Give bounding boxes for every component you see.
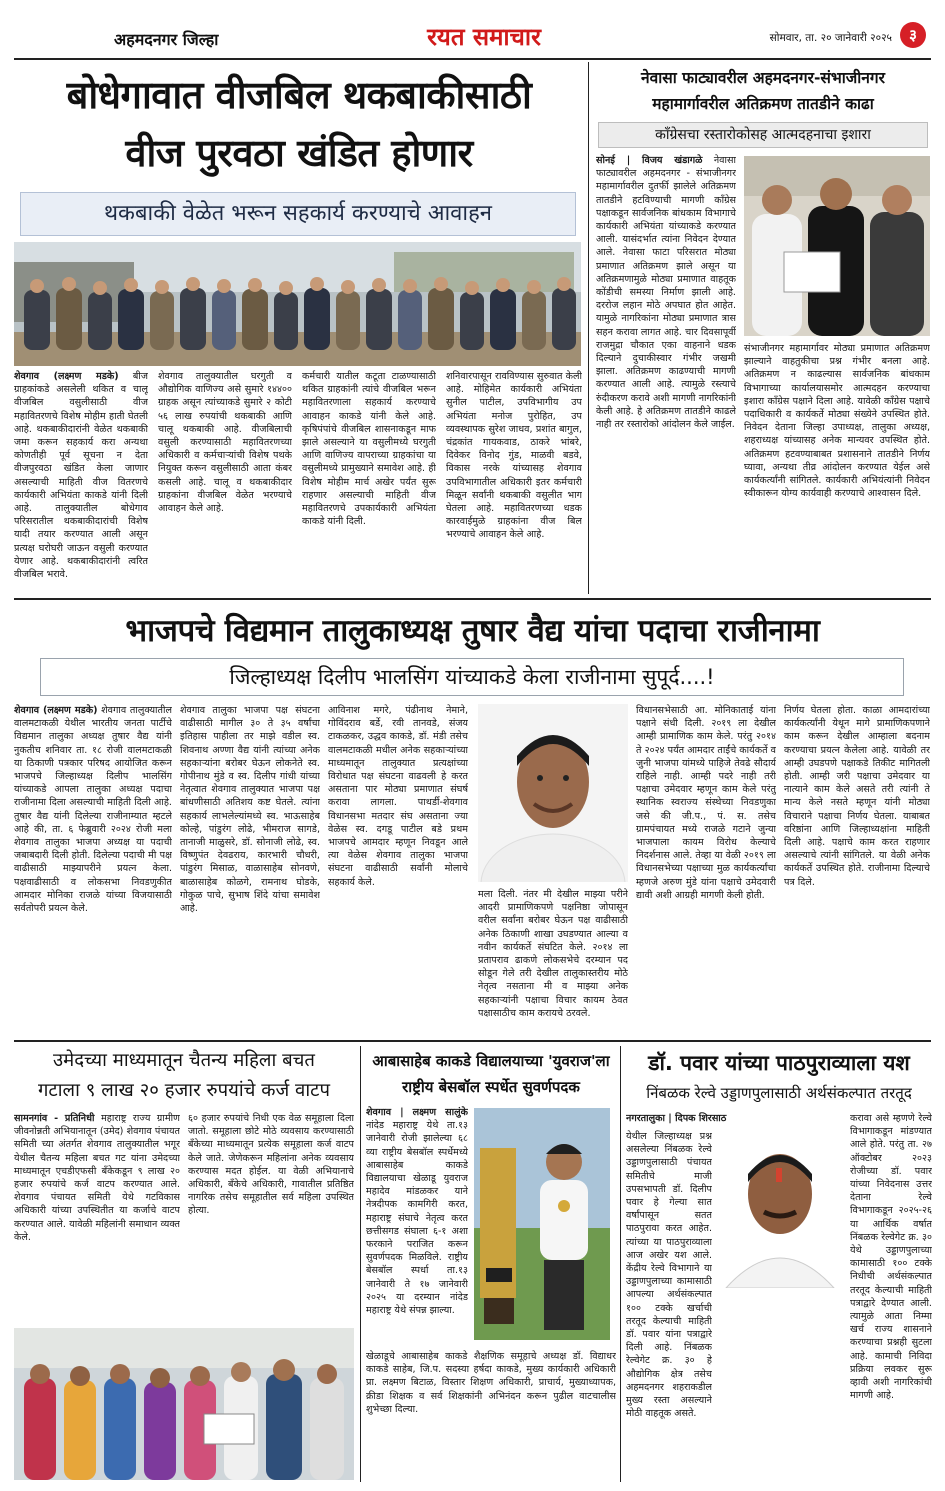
story2-column-2: संभाजीनगर महामार्गावर मोठ्या प्रमाणात अतिक्रमण झाल्याने वाहतुकीचा प्रश्न गंभीर बनला आहे. अतिक्रमण न काढल्यास सार्वजनिक बांधकाम विभागाच्या कार्यालयासमोर आत्मदहन करण्याचा इशारा कॉंग्रेस पक्षाने दिला आहे. यावेळी कॉंग्रेस पक्षाचे पदाधिकारी व कार्यकर्ते मोठ्या संख्येने उपस्थित होते. निवेदन देताना जिल्हा उपाध्यक्ष, तालुका अध्यक्ष, शहराध्यक्ष यांच्यासह अनेक मान्यवर उपस्थित होते. अतिक्रमण हटवण्याबाबत प्रशासनाने तातडीने निर्णय घ्यावा, अन्यथा तीव्र आंदोलन करण्यात येईल असे कार्यकर्त्यांनी सांगितले. कार्यकारी अभियंत्यांनी निवेदन स्वीकारून योग्य कार्यवाही करण्याचे आश्वासन दिले. — [744, 343, 930, 500]
story2-subhead — [598, 122, 928, 148]
story4-column-1 — [14, 1112, 180, 1322]
story6-column-2: करावा असे म्हणणे रेल्वे विभागाकडून मांडण्यात आले होते. परंतु ता. २७ ऑक्टोबर २०२३ रोजीच्या डॉ. पवार यांच्या निवेदनास उत्तर देताना रेल्वे विभागाकडून २०२५-२६ या आर्थिक वर्षात निंबळक रेल्वेगेट क्र. ३० येथे उड्डाणपुलाच्या कामासाठी १०० टक्के निधीची अर्थसंकल्पात तरतूद केल्याची माहिती पत्राद्वारे देण्यात आली. त्यामुळे आता निम्मा खर्च राज्य शासनाने करण्याचा प्रश्नही सुटला आहे. कामाची निविदा प्रक्रिया लवकर सुरू व्हावी अशी नागरिकांची मागणी आहे. — [850, 1113, 932, 1402]
story5-headline-2: राष्ट्रीय बेसबॉल स्पर्धेत सुवर्णपदक — [402, 1078, 580, 1096]
story1-column-4: शनिवारपासून रावविण्यास सुरुवात केली आहे. मोहिमेत कार्यकारी अभियंता सुनील पाटील, उपविभागीय उप अभियंता मनोज पुरोहित, उप व्यवस्थापक सुरेश जाधव, प्रशांत बागुल, चंद्रकांत गायकवाड, ठाकरे भांबरे, दिवेकर विनोद गुंड, माळवी बडवे, विकास नरके यांच्यासह शेवगाव उपविभागातील अधिकारी इतर कर्मचारी मिळून सर्वांनी थकबाकी वसुलीत भाग घेतला आहे. महावितरणच्या धडक कारवाईमुळे ग्राहकांना वीज बिल भरण्याचे आवाहन केले आहे. — [446, 371, 582, 541]
story1-headline-1: बोधेगावात वीजबिल थकबाकीसाठी — [66, 73, 532, 117]
self-help-group-loan-photo — [14, 1328, 354, 1480]
story6-byline: नगरतालुका | दिपक शिरसाठ — [626, 1113, 727, 1124]
story1-subhead-text: थकबाकी वेळेत भरून सहकार्य करण्याचे आवाहन — [103, 201, 493, 226]
story5-column-1 — [366, 1106, 468, 1346]
story4-headline-2: गटाला ९ लाख २० हजार रुपयांचे कर्ज वाटप — [38, 1080, 330, 1101]
story1-byline: शेवगाव (लक्ष्मण मडके) — [14, 371, 119, 382]
masthead-rule — [14, 58, 931, 60]
story3-column-1 — [14, 704, 172, 1034]
masthead-logo: रयत समाचार — [427, 22, 541, 51]
story4-col1-text: महाराष्ट्र राज्य ग्रामीण जीवनोन्नती अभियानातून (उमेद) शेवगाव पंचायत समिती च्या अंतर्गत शेवगाव तालुक्यातील भगूर येथील चैतन्य महिला बचत गट यांना उमेदच्या माध्यमातून एचडीएफसी बँकेकडून ९ लाख २० हजार रुपयांचे कर्ज वाटप करण्यात आले. शेवगाव पंचायत समिती येथे गटविकास अधिकारी यांच्या उपस्थितीत या कर्जाचे वाटप करण्यात आले. यावेळी महिलांनी समाधान व्यक्त केले. — [14, 1113, 180, 1243]
tushar-vaidya-portrait — [478, 704, 628, 882]
story6-column-1: येथील जिल्हाध्यक्ष प्रश्न असलेल्या निंबळक रेल्वे उड्डाणपुलासाठी पंचायत समितीचे माजी उपसभापती डॉ. दिलीप पवार हे गेल्या सात वर्षांपासून सतत पाठपुरावा करत आहेत. त्यांच्या या पाठपुराव्याला आज अखेर यश आले. केंद्रीय रेल्वे विभागाने या उड्डाणपुलाच्या कामासाठी आपल्या अर्थसंकल्पात १०० टक्के खर्चाची तरतूद केल्याची माहिती डॉ. पवार यांना पत्राद्वारे दिली आहे. निंबळक रेल्वेगेट क्र. ३० हे औद्योगिक क्षेत्र तसेच अहमदनगर शहराकडील मुख्य रस्ता असल्याने मोठी वाहतूक असते. — [626, 1131, 712, 1420]
story5-byline: शेवगाव | लक्ष्मण सालुंके — [366, 1107, 468, 1118]
vertical-divider-top — [588, 62, 589, 594]
story1-col1-text: बीज ग्राहकांकडे असलेली थकित व चालू वीजबिल वसुलीसाठी वीज महावितरणचे विशेष मोहीम हाती घेतली आहे. थकबाकीदारांनी वेळेत थकबाकी जमा करून सहकार्य करा अन्यथा कोणतीही पूर्व सूचना न देता वीजपुरवठा खंडित केला जाणार असल्याची माहिती वीज वितरणचे कार्यकारी अभियंता काकडे यांनी दिली आहे. तालुक्यातील बोधेगाव परिसरातील थकबाकीदारांची विशेष यादी तयार करण्यात आली असून प्रत्यक्ष घरोघरी जाऊन वसुली करण्यात येणार आहे. थकबाकीदारांनी त्वरित वीजबिल भरावे. — [14, 371, 148, 581]
story2-col1-text: नेवासा फाट्यावरील अहमदनगर - संभाजीनगर महामार्गावरील दुतर्फी झालेले अतिक्रमण तातडीने हटविण्याची मागणी काँग्रेस पक्षाकडून सार्वजनिक बांधकाम विभागाचे कार्यकारी अभियंता यांच्याकडे करण्यात आली. यासंदर्भात त्यांना निवेदन देण्यात आले. नेवासा फाटा परिसरात मोठ्या प्रमाणात अतिक्रमण झाले असून या अतिक्रमणामुळे मोठ्या प्रमाणात वाहतूक कोंडीची समस्या निर्माण झाली आहे. दररोज लहान मोठे अपघात होत आहेत. यामुळे नागरिकांना मोठ्या प्रमाणात त्रास सहन करावा लागत आहे. चार दिवसापूर्वी राजमुद्रा चौकात एका वाहनाने धडक दिल्याने दुचाकीस्वार गंभीर जखमी झाला. अतिक्रमण काढण्याची मागणी करण्यात आली आहे. त्यामुळे रस्त्याचे रुंदीकरण करावे अशी मागणी नागरिकांनी केली आहे. हे अतिक्रमण तातडीने काढले नाही तर रस्तारोको आंदोलन केले जाईल. — [596, 155, 736, 431]
story1-headline-2: वीज पुरवठा खंडित होणार — [125, 131, 473, 175]
yuvraj-trophy-photo — [474, 1108, 610, 1340]
story1-column-2: शेवगाव तालुक्यातील घरगुती व औद्योगिक वाणिज्य असे सुमारे १४४०० ग्राहक असून त्यांच्याकडे सुमारे २ कोटी ५६ लाख रुपयांची थकबाकी आणि चालू थकबाकी आहे. वीजबिलाची वसुली करण्यासाठी महावितरणच्या अधिकारी व कर्मचाऱ्यांची विशेष पथके नियुक्त करून वसुलीसाठी आता कंबर कसली आहे. चालू व थकबाकीदार ग्राहकांना वीजबिल वेळेत भरण्याचे आवाहन केले आहे. — [158, 371, 292, 515]
story3-col1-text: शेवगाव तालुक्यातील वालमटाकळी येथील भारतीय जनता पार्टीचे विद्यमान तालुका अध्यक्ष तुषार वैद्य यांनी नुकतीच शनिवार ता. १८ रोजी वालमटाकळी या ठिकाणी पत्रकार परिषद आयोजित करून भाजपचे जिल्हाध्यक्ष दिलीप भालसिंग यांच्याकडे आपला तालुका अध्यक्ष पदाचा राजीनामा दिला असल्याची माहिती दिली आहे. तुषार वैद्य यांनी दिलेल्या राजीनाम्यात म्हटले आहे की, ता. ६ फेब्रुवारी २०२४ रोजी मला शेवगाव तालुका भाजपा अध्यक्ष या पदाची जबाबदारी दिली होती. दिलेल्या पदाची मी पक्ष वाढीसाठी माझ्यापरीने प्रयत्न केला. पक्षवाढीसाठी व लोकसभा निवडणुकीत आमदार मोनिका राजळे यांच्या विजयासाठी सर्वतोपरी प्रयत्न केले. — [14, 705, 172, 915]
story3-column-3: आविनाश मगरे, पंढीनाथ नेमाने, गोविंदराव बर्डे, रवी तानवडे, संजय टाकळकर, उद्धव काकडे, डॉ. मंडी तसेच वालमटाकळी मधील अनेक सहकाऱ्यांच्या माध्यमातून तालुक्यात प्रत्यक्षांच्या विरोधात पक्ष संघटना वाढवली हे करत असताना पार मोठ्या प्रमाणात संघर्ष करावा लागला. पाथर्डी-शेवगाव विधानसभा मतदार संघ असताना ज्या वेळेस स्व. दगडू पाटील बडे प्रथम भाजपचे आमदार म्हणून निवडून आले त्या वेळेस शेवगाव तालुका भाजपा संघटना वाढीसाठी सर्वांनी मोलाचे सहकार्य केले. — [328, 705, 468, 888]
story2-headline-2: महामार्गावरील अतिक्रमण तातडीने काढा — [652, 95, 874, 113]
story4-column-2: ६० हजार रुपयांचे निधी एक वेळ समूहाला दिला जातो. समूहाला छोटे मोठे व्यवसाय करण्यासाठी बँकेच्या माध्यमातून प्रत्येक समूहाला कर्ज वाटप केले जाते. जेणेकरून महिलांना अनेक व्यवसाय करण्यास मदत होईल. या वेळी अभियानाचे अधिकारी, बँकेचे अधिकारी, गावातील प्रतिष्ठित नागरिक तसेच समूहातील सर्व महिला उपस्थित होत्या. — [188, 1113, 354, 1217]
story4-byline: सामनगांव - प्रतिनिधी — [14, 1113, 95, 1124]
story3-subhead — [40, 658, 904, 696]
district-label: अहमदनगर जिल्हा — [114, 30, 219, 49]
story5-column-2: खेळाडूचे आबासाहेब काकडे शैक्षणिक समूहाचे अध्यक्ष डॉ. विद्याधर काकडे साहेब, जि.प. सदस्या हर्षदा काकडे, मुख्य कार्यकारी अधिकारी प्रा. लक्ष्मण बिटाळ, विस्तार शिक्षण अधिकारी, प्राचार्य, मुख्याध्यापक, क्रीडा शिक्षक व सर्व शिक्षकांनी अभिनंदन करून पुढील वाटचालीस शुभेच्छा दिल्या. — [366, 1351, 616, 1415]
story3-headline: भाजपचे विद्यमान तालुकाध्यक्ष तुषार वैद्य यांचा पदाचा राजीनामा — [125, 613, 820, 649]
story3-column-6: निर्णय घेतला होता. काळा आमदारांच्या कार्यकर्त्यांनी येथून मागे प्रामाणिकपणाने काम करून देखील आम्हाला बदनाम करण्याचा प्रयत्न केलेला आहे. यावेळी तर आम्ही उघडपणे पक्षाकडे तिकीट मागितली होती. आम्ही जरी पक्षाचा उमेदवार या नात्याने काम केले असते तरी त्यांनी ते मान्य केले नसते म्हणून यांनी मोठ्या विचाराने पक्षाचा निर्णय घेतला. याबाबत वरिष्ठांना आणि जिल्हाध्यक्षांना माहिती दिली आहे. पक्षाचे काम करत राहणार असल्याचे त्यांनी सांगितले. या वेळी अनेक कार्यकर्ते उपस्थित होते. राजीनामा दिल्याचे पत्र दिले. — [784, 705, 930, 888]
story3-byline: शेवगाव (लक्ष्मण मडके) — [14, 705, 98, 716]
story1-column-3: कर्मचारी यातील कटूता टाळण्यासाठी थकित ग्राहकांनी त्यांचे वीजबिल भरून महावितरणाला सहकार्य करण्याचे आवाहन काकडे यांनी केले आहे. कृषिपंपांचे वीजबिल शासनाकडून माफ झाले असल्याने या वसुलीमध्ये घरगुती आणि वाणिज्य वापराच्या ग्राहकांचा या वसुलीमध्ये प्रामुख्याने समावेश आहे. ही विशेष मोहीम मार्च अखेर पर्यंत सुरू राहणार असल्याची माहिती वीज महावितरणचे उपकार्यकारी अभियंता काकडे यांनी दिली. — [302, 371, 436, 528]
dr-pawar-portrait — [716, 1128, 844, 1288]
section-rule-1 — [14, 598, 931, 600]
story3-column-2: शेवगाव तालुका भाजपा पक्ष संघटना वाढीसाठी मागील ३० ते ३५ वर्षांचा इतिहास पाहीला तर माझे वडील स्व. शिवनाथ अण्णा वैद्य यांनी त्यांच्या अनेक सहकाऱ्यांना बरोबर घेऊन लोकनेते स्व. गोपीनाथ मुंडे व स्व. दिलीप गांधी यांच्या नेतृत्वात शेवगाव तालुक्यात भाजपा पक्ष बांधणीसाठी अतिशय कष्ट घेतले. त्यांना सहकार्य लाभलेल्यांमध्ये स्व. भाऊसाहेब कोल्हे, पांडुरंग लोढे, भीमराज सागडे, तानाजी माळुसरे, डॉ. सोनाजी लोढे, स्व. विष्णुपंत देवढराय, कारभारी चौधरी, पांडुरंग मिसाळ, वाळासाहेब सोनवणे, बाळासाहेब कोळगे, रामनाथ घोडके, गोकुळ पाचे, सुभाष शिंदे यांचा समावेश आहे. — [180, 705, 320, 915]
story6-subhead: निंबळक रेल्वे उड्डाणपुलासाठी अर्थसंकल्पात तरतूद — [646, 1084, 912, 1102]
story2-subhead-text: कॉंग्रेसचा रस्तारोकोसह आत्मदहनाचा इशारा — [655, 127, 871, 143]
section-rule-2 — [14, 1040, 931, 1042]
page-number-badge — [900, 22, 926, 48]
page-number: ३ — [909, 26, 917, 44]
masthead — [14, 6, 931, 58]
vertical-divider-bottom-1 — [360, 1046, 361, 1482]
story5-headline-1: आबासाहेब काकडे विद्यालयाच्या 'युवराज'ला — [372, 1052, 610, 1070]
story2-column-1 — [596, 154, 736, 592]
story1-subhead — [20, 192, 576, 236]
story5-col1-text: नांदेड महाराष्ट्र येथे ता.१३ जानेवारी रोजी झालेल्या ६८ व्या राष्ट्रीय बेसबॉल स्पर्धेमध्ये आबासाहेब काकडे विद्यालयाचा खेळाडू युवराज महादेव मांडळकर याने नेत्रदीपक कामगिरी करत, महाराष्ट्र संघाचे नेतृत्व करत छत्तीसगड संघाला ६-१ अशा फरकाने पराजित करून सुवर्णपदक मिळविले. राष्ट्रीय बेसबॉल स्पर्धा ता.१३ जानेवारी ते १७ जानेवारी २०२५ या दरम्यान नांदेड महाराष्ट्र येथे संपन्न झाल्या. — [366, 1120, 468, 1317]
story6-headline: डॉ. पवार यांच्या पाठपुराव्याला यश — [648, 1051, 910, 1075]
story4-headline-1: उमेदच्या माध्यमातून चैतन्य महिला बचत — [53, 1050, 315, 1071]
story2-byline: सोनई | विजय खंडागळे — [596, 155, 703, 166]
vertical-divider-bottom-2 — [620, 1046, 621, 1482]
group-photo-electricity — [14, 242, 581, 366]
story2-headline-1: नेवासा फाट्यावरील अहमदनगर-संभाजीनगर — [641, 69, 885, 87]
story3-subhead-text: जिल्हाध्यक्ष दिलीप भालसिंग यांच्याकडे केला राजीनामा सुपूर्द....! — [229, 665, 715, 689]
story1-body — [14, 370, 582, 592]
story1-column-1 — [14, 370, 148, 592]
issue-date: सोमवार, ता. २० जानेवारी २०२५ — [769, 32, 892, 44]
story3-column-4: मला दिली. नंतर मी देखील माझ्या परीने आदरी प्रामाणिकपणे पक्षनिष्ठा जोपासून वरील सर्वांना बरोबर घेऊन पक्ष वाढीसाठी अनेक ठिकाणी शाखा उघडण्यात आल्या व नवीन कार्यकर्ते संघटित केले. २०१४ ला प्रतापराव ढाकणे लोकसभेचे दरम्यान पद सोडून गेले तरी देखील तालुकास्तरीय मोठे नेतृत्व नसताना मी व माझ्या अनेक सहकाऱ्यांनी पक्षाचा विचार कायम ठेवत पक्षासाठीच काम करायचे ठरवले. — [478, 889, 628, 1019]
story3-column-5: विधानसभेसाठी आ. मोनिकाताई यांना पक्षाने संधी दिली. २०१९ ला देखील आम्ही प्रामाणिक काम केले. परंतु २०१४ ते २०२४ पर्यंत आमदार ताईंचे कार्यकर्ते व जुनी भाजपा यांमध्ये पाहिजे तेवढे सौदार्य राहिले नाही. आम्ही पदरे नाही तरी पक्षाचा उमेदवार म्हणून काम केले परंतु स्थानिक स्वराज्य संस्थेच्या निवडणुका जसे की जी.प., पं. स. तसेच ग्रामपंचायत मध्ये राजळे गटाने जुन्या भाजपाला कायम विरोध केल्याचे निदर्शनास आले. तेव्हा या वेळी २०१९ ला विधानसभेच्या पक्षाच्या मुळ कार्यकर्त्यांचा म्हणजे अरुण मुंडे यांना पक्षाचे उमेदवारी द्यावी अशी आग्रही मागणी केली होती. — [636, 705, 776, 901]
congress-memorandum-photo — [744, 156, 930, 336]
